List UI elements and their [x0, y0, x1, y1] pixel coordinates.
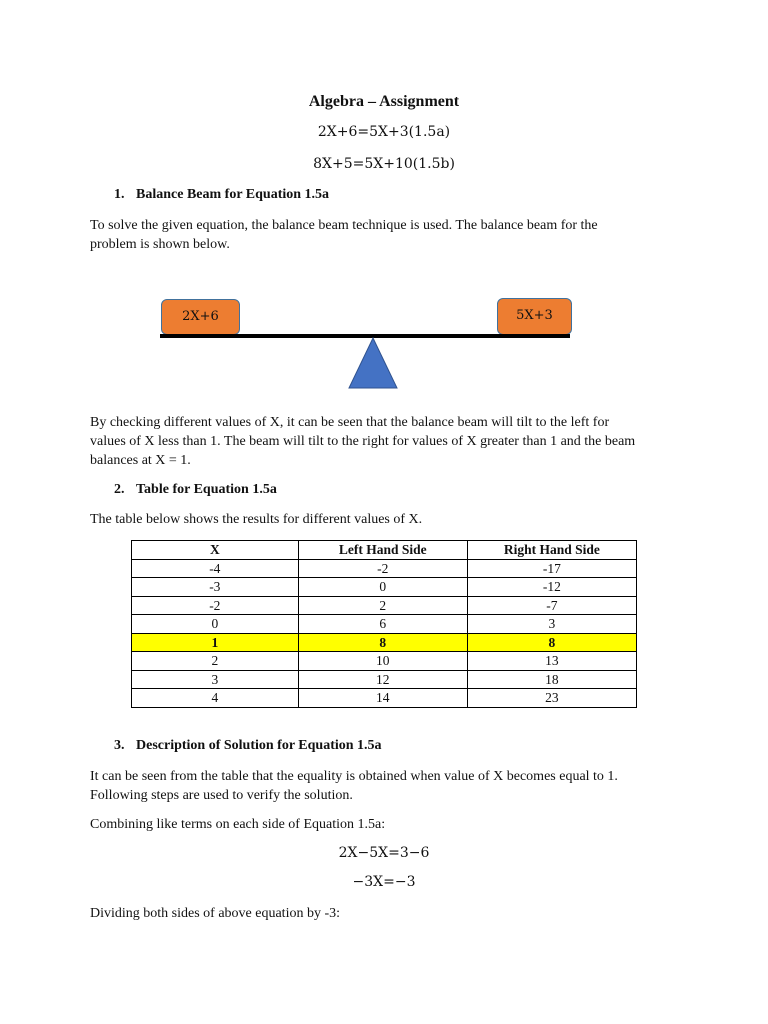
- cell-lhs: 8: [298, 633, 467, 652]
- cell-rhs: -12: [467, 578, 636, 597]
- section-2-title: Table for Equation 1.5a: [136, 482, 277, 497]
- section-1-intro: [90, 216, 690, 254]
- cell-rhs: -7: [467, 596, 636, 615]
- cell-x: 0: [132, 615, 299, 634]
- cell-lhs: 10: [298, 652, 467, 671]
- table-row-highlighted: [132, 633, 637, 652]
- result-line-3: balances at X = 1.: [90, 453, 191, 468]
- section-1-result: [90, 413, 690, 470]
- equation-1-5a: 2X+6=5X+3(1.5a): [317, 124, 451, 140]
- table-row: [132, 652, 637, 671]
- cell-x: -4: [132, 559, 299, 578]
- equation-1-5b: 8X+5=5X+10(1.5b): [313, 156, 455, 172]
- cell-lhs: -2: [298, 559, 467, 578]
- cell-x: 1: [132, 633, 299, 652]
- column-header-x: X: [132, 541, 299, 560]
- combine-text: Combining like terms on each side of Equation 1.5a:: [90, 817, 386, 832]
- section-1-heading: [114, 187, 329, 203]
- table-header-row: [132, 541, 637, 560]
- cell-rhs: 8: [467, 633, 636, 652]
- step-1-equation: 2X−5X=3−6: [338, 845, 430, 861]
- cell-lhs: 14: [298, 689, 467, 708]
- table-row: [132, 670, 637, 689]
- cell-lhs: 0: [298, 578, 467, 597]
- page-title: Algebra – Assignment: [308, 93, 460, 110]
- section-2-number: 2.: [114, 482, 125, 497]
- column-header-lhs: Left Hand Side: [298, 541, 467, 560]
- section-1-title: Balance Beam for Equation 1.5a: [136, 187, 330, 202]
- left-side-box: 2X+6: [161, 299, 240, 335]
- section-3-title: Description of Solution for Equation 1.5a: [136, 738, 382, 753]
- divide-text: Dividing both sides of above equation by -3:: [90, 906, 341, 921]
- cell-x: 3: [132, 670, 299, 689]
- cell-x: 4: [132, 689, 299, 708]
- section-3-heading: [114, 738, 382, 754]
- step-2-equation: −3X=−3: [352, 874, 416, 890]
- table-row: [132, 559, 637, 578]
- intro-line-1: To solve the given equation, the balance beam technique is used. The balance beam for the: [90, 218, 598, 233]
- section-3-number: 3.: [114, 738, 125, 753]
- cell-lhs: 12: [298, 670, 467, 689]
- result-line-2: values of X less than 1. The beam will tilt to the right for values of X greater than 1 and the beam: [90, 434, 636, 449]
- values-table: [131, 540, 637, 708]
- right-side-box: 5X+3: [497, 298, 572, 335]
- result-line-1: By checking different values of X, it can be seen that the balance beam will tilt to the left for: [90, 415, 610, 430]
- section-2-intro: The table below shows the results for different values of X.: [90, 512, 423, 527]
- para-line-1: It can be seen from the table that the equality is obtained when value of X becomes equal to 1.: [90, 769, 618, 784]
- cell-rhs: 13: [467, 652, 636, 671]
- cell-rhs: 18: [467, 670, 636, 689]
- table-row: [132, 578, 637, 597]
- section-2-heading: [114, 482, 277, 498]
- cell-lhs: 2: [298, 596, 467, 615]
- cell-x: 2: [132, 652, 299, 671]
- section-1-number: 1.: [114, 187, 125, 202]
- table-row: [132, 615, 637, 634]
- para-line-2: Following steps are used to verify the solution.: [90, 788, 353, 803]
- table-row: [132, 689, 637, 708]
- intro-line-2: problem is shown below.: [90, 237, 230, 252]
- cell-rhs: 23: [467, 689, 636, 708]
- column-header-rhs: Right Hand Side: [467, 541, 636, 560]
- cell-x: -3: [132, 578, 299, 597]
- fulcrum-triangle: [347, 336, 399, 390]
- cell-rhs: -17: [467, 559, 636, 578]
- cell-x: -2: [132, 596, 299, 615]
- table-row: [132, 596, 637, 615]
- section-3-paragraph: [90, 767, 690, 805]
- cell-rhs: 3: [467, 615, 636, 634]
- cell-lhs: 6: [298, 615, 467, 634]
